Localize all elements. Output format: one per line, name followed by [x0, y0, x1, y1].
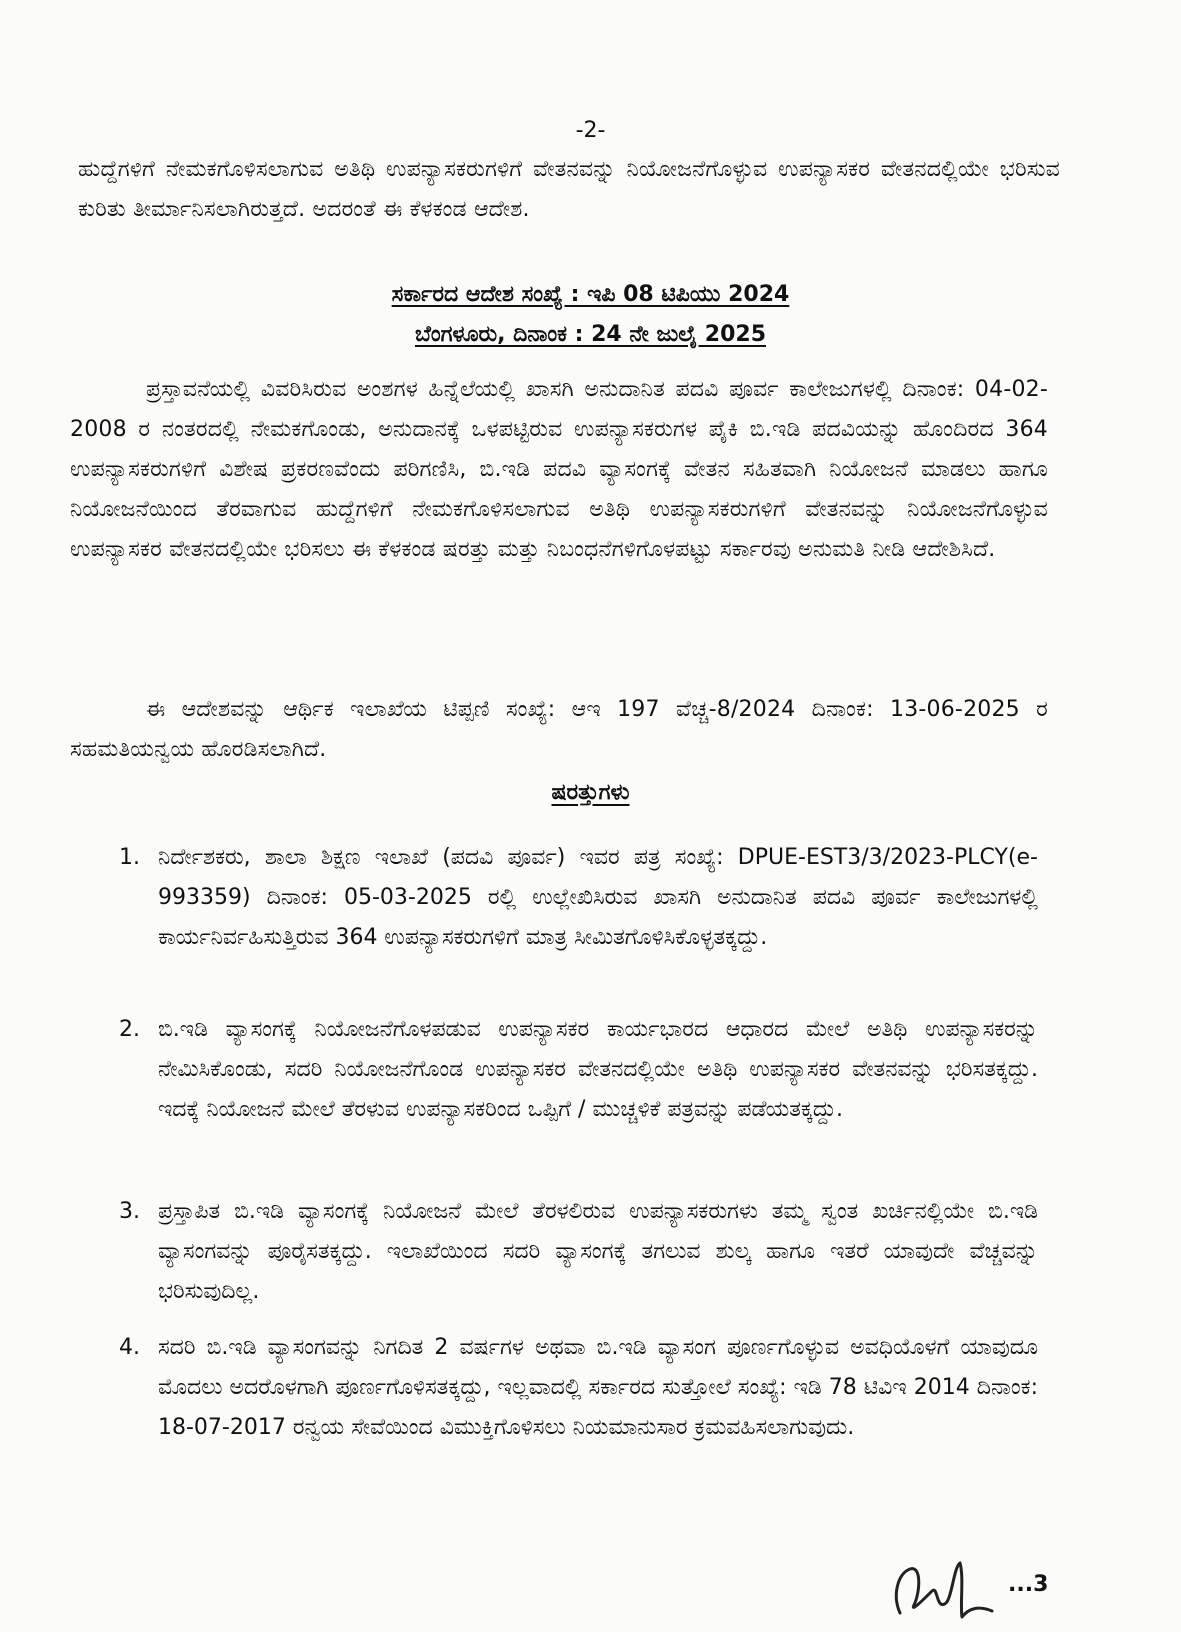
condition-number: 3.	[119, 1199, 140, 1224]
condition-item	[100, 838, 1040, 998]
condition-text: ನಿರ್ದೇಶಕರು, ಶಾಲಾ ಶಿಕ್ಷಣ ಇಲಾಖೆ (ಪದವಿ ಪೂರ್ವ) ಇವರ ಪತ್ರ ಸಂಖ್ಯೆ: DPUE-EST3/3/2023-PLCY(e-993359) ದಿನಾಂಕ: 05-03-2025 ರಲ್ಲಿ ಉಲ್ಲೇಖಿಸಿರುವ ಖಾಸಗಿ ಅನುದಾನಿತ ಪದವಿ ಪೂರ್ವ ಕಾಲೇಜುಗಳಲ್ಲಿ ಕಾರ್ಯನಿರ್ವಹಿಸುತ್ತಿರುವ 364 ಉಪನ್ಯಾಸಕರುಗಳಿಗೆ ಮಾತ್ರ ಸೀಮಿತಗೊಳಿಸಿಕೊಳ್ಳತಕ್ಕದ್ದು.	[158, 845, 1038, 950]
condition-text: ಪ್ರಸ್ತಾಪಿತ ಬಿ.ಇಡಿ ವ್ಯಾಸಂಗಕ್ಕೆ ನಿಯೋಜನೆ ಮೇಲೆ ತೆರಳಲಿರುವ ಉಪನ್ಯಾಸಕರುಗಳು ತಮ್ಮ ಸ್ವಂತ ಖರ್ಚಿನಲ್ಲಿಯೇ ಬಿ.ಇಡಿ ವ್ಯಾಸಂಗವನ್ನು ಪೂರೈಸತಕ್ಕದ್ದು. ಇಲಾಖೆಯಿಂದ ಸದರಿ ವ್ಯಾಸಂಗಕ್ಕೆ ತಗಲುವ ಶುಲ್ಕ ಹಾಗೂ ಇತರೆ ಯಾವುದೇ ವೆಚ್ಚವನ್ನು ಭರಿಸುವುದಿಲ್ಲ.	[158, 1199, 1038, 1304]
order-number-heading: ಸರ್ಕಾರದ ಆದೇಶ ಸಂಖ್ಯೆ : ಇಪಿ 08 ಟಿಪಿಯು 2024	[391, 282, 790, 307]
condition-number: 4.	[119, 1335, 140, 1360]
condition-text: ಸದರಿ ಬಿ.ಇಡಿ ವ್ಯಾಸಂಗವನ್ನು ನಿಗದಿತ 2 ವರ್ಷಗಳ ಅಥವಾ ಬಿ.ಇಡಿ ವ್ಯಾಸಂಗ ಪೂರ್ಣಗೊಳ್ಳುವ ಅವಧಿಯೊಳಗೆ ಯಾವುದೂ ಮೊದಲು ಅದರೊಳಗಾಗಿ ಪೂರ್ಣಗೊಳಿಸತಕ್ಕದ್ದು, ಇಲ್ಲವಾದಲ್ಲಿ ಸರ್ಕಾರದ ಸುತ್ತೋಲೆ ಸಂಖ್ಯೆ: ಇಡಿ 78 ಟಿವಿಇ 2014 ದಿನಾಂಕ: 18-07-2017 ರನ್ವಯ ಸೇವೆಯಿಂದ ವಿಮುಕ್ತಿಗೊಳಿಸಲು ನಿಯಮಾನುಸಾರ ಕ್ರಮವಹಿಸಲಾಗುವುದು.	[158, 1335, 1038, 1440]
signature	[888, 1555, 998, 1625]
condition-item	[100, 1192, 1040, 1312]
body-paragraph: ಪ್ರಸ್ತಾವನೆಯಲ್ಲಿ ವಿವರಿಸಿರುವ ಅಂಶಗಳ ಹಿನ್ನೆಲೆಯಲ್ಲಿ ಖಾಸಗಿ ಅನುದಾನಿತ ಪದವಿ ಪೂರ್ವ ಕಾಲೇಜುಗಳಲ್ಲಿ ದಿನಾಂಕ: 04-02-2008 ರ ನಂತರದಲ್ಲಿ ನೇಮಕಗೊಂಡು, ಅನುದಾನಕ್ಕೆ ಒಳಪಟ್ಟಿರುವ ಉಪನ್ಯಾಸಕರುಗಳ ಪೈಕಿ ಬಿ.ಇಡಿ ಪದವಿಯನ್ನು ಹೊಂದಿರದ 364 ಉಪನ್ಯಾಸಕರುಗಳಿಗೆ ವಿಶೇಷ ಪ್ರಕರಣವೆಂದು ಪರಿಗಣಿಸಿ, ಬಿ.ಇಡಿ ಪದವಿ ವ್ಯಾಸಂಗಕ್ಕೆ ವೇತನ ಸಹಿತವಾಗಿ ನಿಯೋಜನೆ ಮಾಡಲು ಹಾಗೂ ನಿಯೋಜನೆಯಿಂದ ತೆರವಾಗುವ ಹುದ್ದೆಗಳಿಗೆ ನೇಮಕಗೊಳಿಸಲಾಗುವ ಅತಿಥಿ ಉಪನ್ಯಾಸಕರುಗಳಿಗೆ ವೇತನವನ್ನು ನಿಯೋಜನೆಗೊಳ್ಳುವ ಉಪನ್ಯಾಸಕರ ವೇತನದಲ್ಲಿಯೇ ಭರಿಸಲು ಈ ಕೆಳಕಂಡ ಷರತ್ತು ಮತ್ತು ನಿಬಂಧನೆಗಳಿಗೊಳಪಟ್ಟು ಸರ್ಕಾರವು ಅನುಮತಿ ನೀಡಿ ಆದೇಶಿಸಿದೆ.	[70, 377, 1048, 562]
order-date-heading: ಬೆಂಗಳೂರು, ದಿನಾಂಕ : 24 ನೇ ಜುಲೈ 2025	[414, 322, 767, 347]
condition-item	[100, 1328, 1040, 1528]
condition-item	[100, 1010, 1040, 1210]
intro-paragraph: ಹುದ್ದೆಗಳಿಗೆ ನೇಮಕಗೊಳಿಸಲಾಗುವ ಅತಿಥಿ ಉಪನ್ಯಾಸಕರುಗಳಿಗೆ ವೇತನವನ್ನು ನಿಯೋಜನೆಗೊಳ್ಳುವ ಉಪನ್ಯಾಸಕರ ವೇತನದಲ್ಲಿಯೇ ಭರಿಸುವ ಕುರಿತು ತೀರ್ಮಾನಿಸಲಾಗಿರುತ್ತದೆ. ಅದರಂತೆ ಈ ಕೆಳಕಂಡ ಆದೇಶ.	[78, 157, 1060, 222]
condition-number: 2.	[119, 1017, 140, 1042]
conditions-title: ಷರತ್ತುಗಳು	[551, 780, 630, 805]
condition-number: 1.	[119, 845, 140, 870]
page-number: -2-	[575, 118, 606, 143]
concurrence-paragraph: ಈ ಆದೇಶವನ್ನು ಆರ್ಥಿಕ ಇಲಾಖೆಯ ಟಿಪ್ಪಣಿ ಸಂಖ್ಯೆ: ಆಇ 197 ವೆಚ್ಚ-8/2024 ದಿನಾಂಕ: 13-06-2025 ರ ಸಹಮತಿಯನ್ವಯ ಹೊರಡಿಸಲಾಗಿದೆ.	[70, 697, 1048, 762]
next-page-marker: ...3	[1008, 1572, 1049, 1597]
condition-text: ಬಿ.ಇಡಿ ವ್ಯಾಸಂಗಕ್ಕೆ ನಿಯೋಜನೆಗೊಳಪಡುವ ಉಪನ್ಯಾಸಕರ ಕಾರ್ಯಭಾರದ ಆಧಾರದ ಮೇಲೆ ಅತಿಥಿ ಉಪನ್ಯಾಸಕರನ್ನು ನೇಮಿಸಿಕೊಂಡು, ಸದರಿ ನಿಯೋಜನೆಗೊಂಡ ಉಪನ್ಯಾಸಕರ ವೇತನದಲ್ಲಿಯೇ ಅತಿಥಿ ಉಪನ್ಯಾಸಕರ ವೇತನವನ್ನು ಭರಿಸತಕ್ಕದ್ದು. ಇದಕ್ಕೆ ನಿಯೋಜನೆ ಮೇಲೆ ತೆರಳುವ ಉಪನ್ಯಾಸಕರಿಂದ ಒಪ್ಪಿಗೆ / ಮುಚ್ಚಳಿಕೆ ಪತ್ರವನ್ನು ಪಡೆಯತಕ್ಕದ್ದು.	[158, 1017, 1038, 1122]
